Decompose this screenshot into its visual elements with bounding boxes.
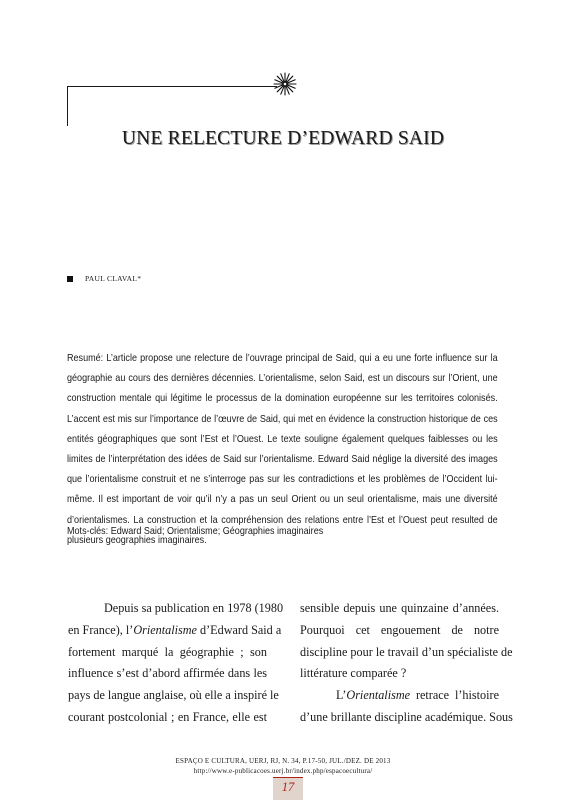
body-line: courant postcolonial ; en France, elle est [68, 709, 267, 724]
body-line: en France), l’Orientalisme d’Edward Said a [68, 622, 282, 637]
body-line: sensible depuis une quinzaine d’années. [300, 601, 499, 615]
sunburst-ornament-icon [273, 72, 297, 96]
italic-book-title: Orientalisme [133, 622, 197, 637]
page-footer [0, 756, 566, 776]
abstract-paragraph: Resumé: L’article propose une relecture de l’ouvrage principal de Said, qui a eu une forte influence sur la géographie au cours des dernières décennies. L’orientalisme, selon Said, est un discours sur l’Orient, une construction mentale qui légitime le processus de la domination européenne sur les territoires colonisés. L’accent est mis sur l’importance de l’œuvre de Said, qui met en évidence la construction historique de ces entités géographiques que sont l’Est et l’Ouest. Le texte souligne également quelques faiblesses ou les limites de l’interprétation des idées de Said sur l’orientalisme. Edward Said néglige la diversité des images que l’orientalisme construit et ne s’interroge pas sur les contradictions et les problèmes de l’Occident lui-même. Il est important de voir qu’il n’y a pas un seul Orient ou un seul orientalisme, mais une diversité d’orientalismes. La construction et la compréhension des relations entre l’Est et l’Ouest peut resulted de plusieurs geographies imaginaires. [67, 353, 498, 546]
body-line: Pourquoi cet engouement de notre [300, 622, 499, 637]
page-number: 17 [281, 780, 295, 794]
journal-citation: ESPAÇO E CULTURA, UERJ, RJ, N. 34, P.17-50, JUL./DEZ. DE 2013 [175, 757, 391, 765]
body-line: Depuis sa publication en 1978 (1980 [104, 601, 284, 615]
body-line: discipline pour le travail d’un spécialiste de [300, 644, 513, 659]
journal-url: http://www.e-publicacoes.uerj.br/index.php/espacoecultura/ [193, 767, 373, 775]
author-line [67, 274, 141, 283]
body-line: pays de langue anglaise, où elle a inspiré le [68, 688, 279, 703]
page-number-box [273, 777, 303, 800]
body-line: littérature comparée ? [300, 666, 407, 681]
author-name: PAUL CLAVAL* [85, 274, 142, 283]
frame-horizontal-rule [67, 86, 277, 87]
page-number-rule [273, 777, 303, 778]
article-title: UNE RELECTURE D’EDWARD SAID [121, 128, 445, 149]
keywords-line: Mots-clés: Edward Said; Orientalisme; Géographies imaginaires [67, 526, 324, 537]
italic-book-title: Orientalisme [346, 688, 411, 703]
body-line: influence s’est d’abord affirmée dans les [68, 666, 267, 681]
body-line: fortement marqué la géographie ; son [68, 644, 267, 659]
body-column-right [300, 598, 513, 729]
body-line: L’Orientalisme retrace l’histoire [336, 688, 499, 703]
body-line: d’une brillante discipline académique. Sous [300, 709, 513, 724]
body-column-left [68, 598, 284, 729]
frame-vertical-rule [67, 86, 68, 126]
bullet-square-icon [67, 276, 73, 282]
